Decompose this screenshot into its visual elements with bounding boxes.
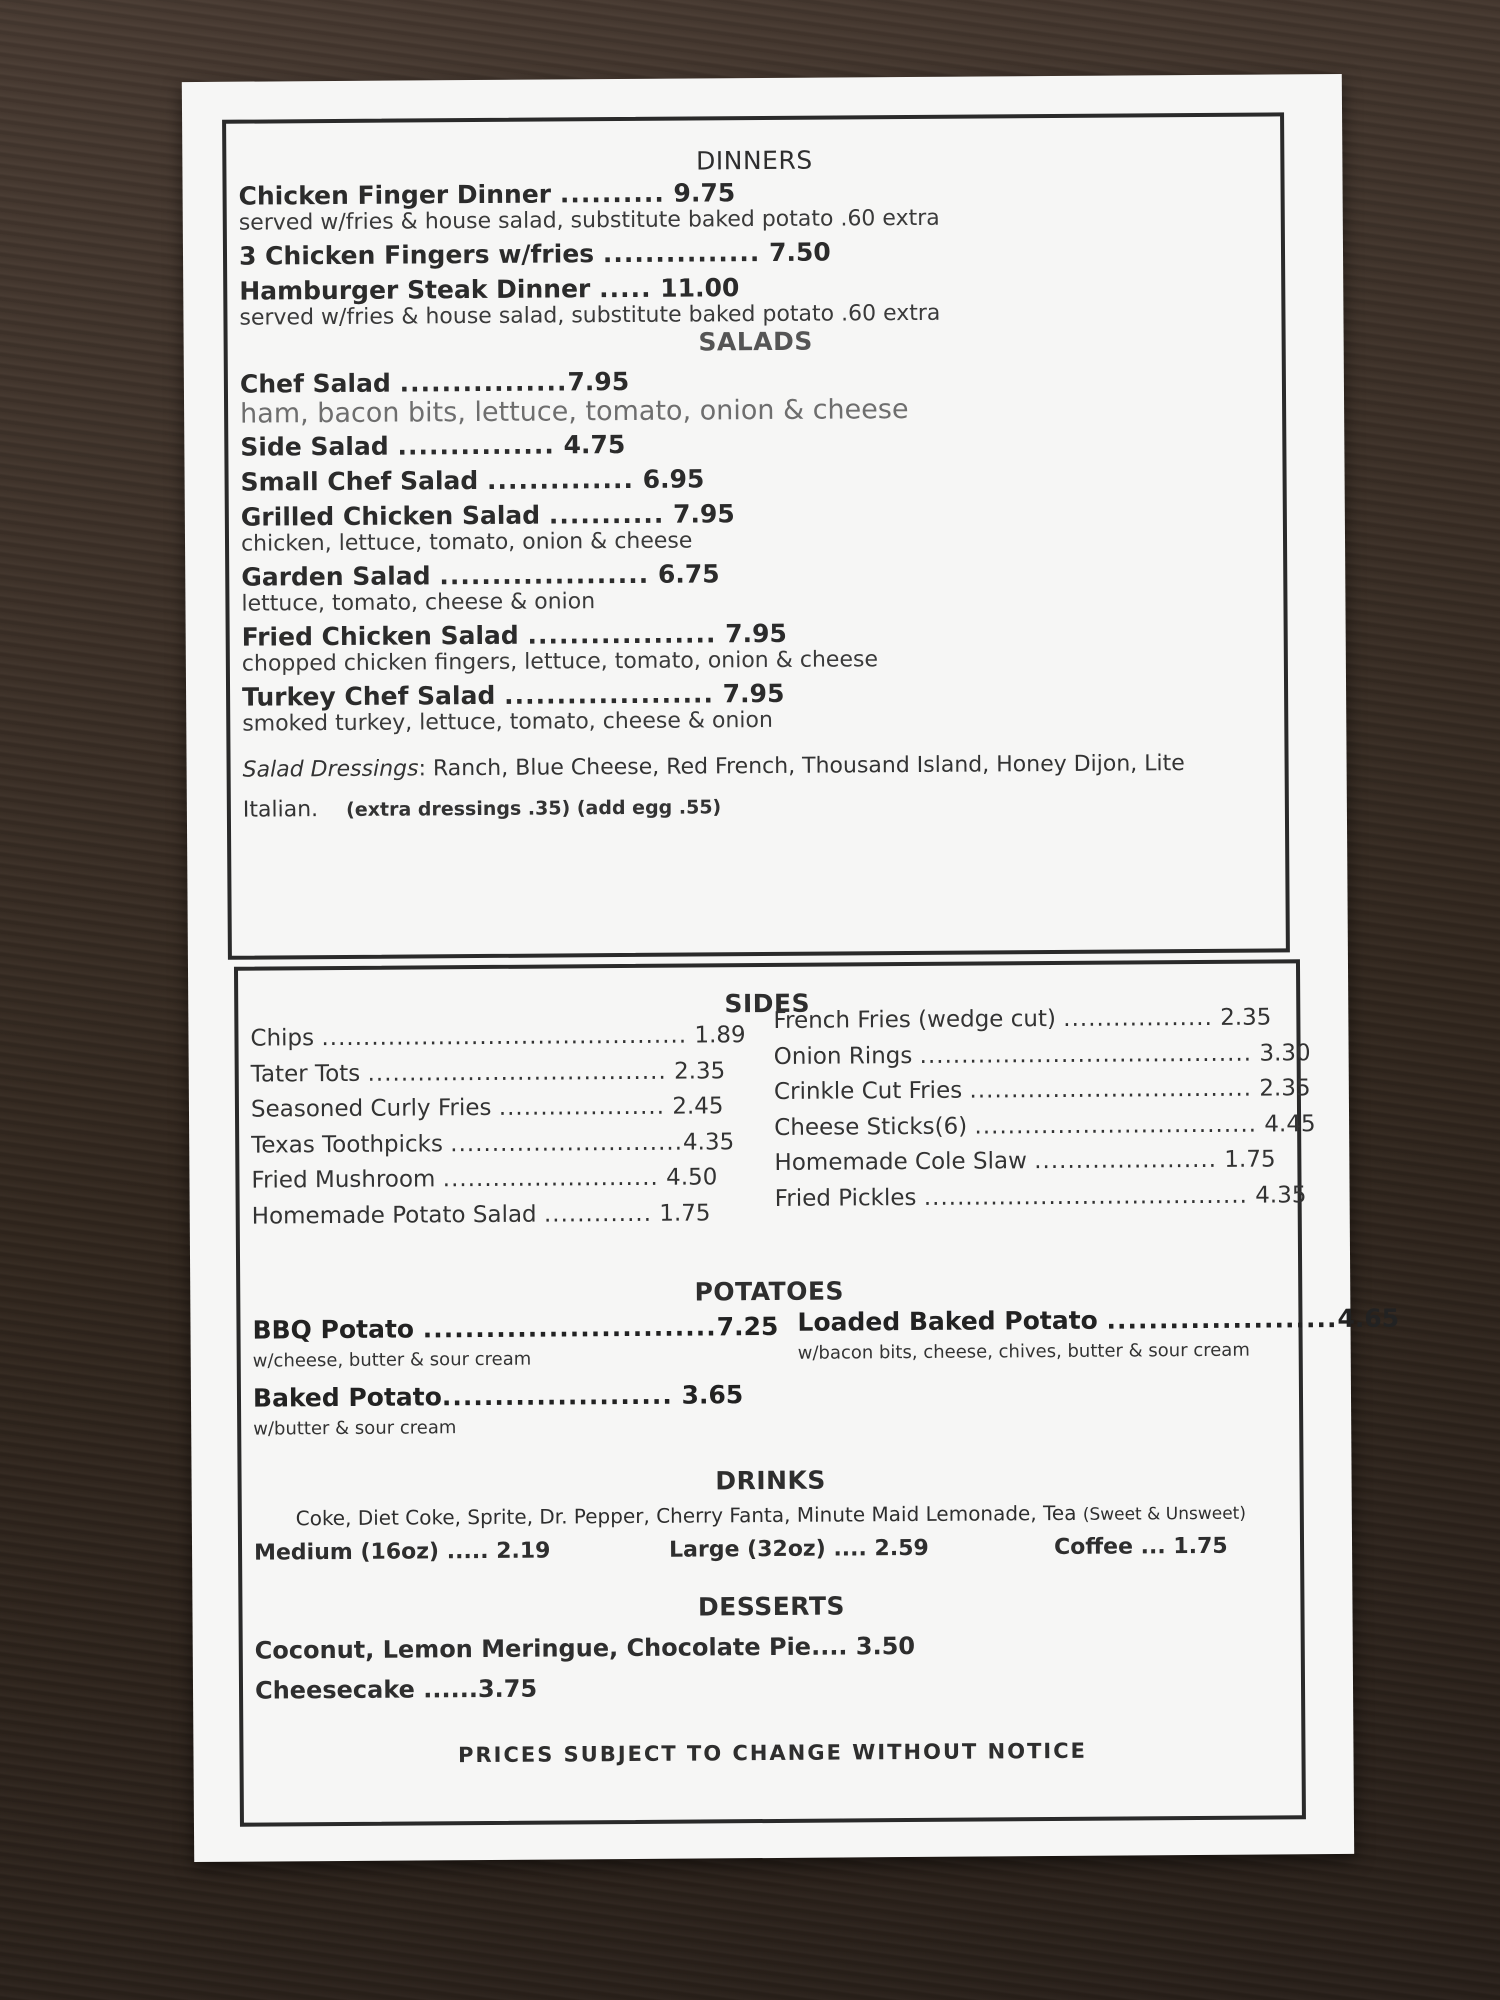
menu-item-side-salad: Side Salad ............... 4.75 [240, 429, 626, 462]
dessert-pies: Coconut, Lemon Meringue, Chocolate Pie.... 3.50 [254, 1631, 916, 1665]
menu-item-chef-salad: Chef Salad ................7.95 [239, 366, 630, 399]
side-item-seasoned-curly-fries: Seasoned Curly Fries .................... 2.45 [250, 1093, 724, 1123]
menu-item-grilled-chicken-salad: Grilled Chicken Salad ........... 7.95 [240, 499, 735, 532]
menu-item-hamburger-steak-dinner: Hamburger Steak Dinner ..... 11.00 [239, 273, 740, 306]
side-item-onion-rings: Onion Rings ........................................ 3.30 [773, 1039, 1311, 1070]
salads-heading: SALADS [698, 326, 813, 357]
side-item-chips: Chips ............................................ 1.89 [250, 1022, 746, 1052]
side-item-fried-pickles: Fried Pickles ....................................... 4.35 [774, 1181, 1307, 1212]
potato-item-bbq: BBQ Potato ............................7.25 [252, 1311, 779, 1345]
side-item-texas-toothpicks: Texas Toothpicks ............................4.35 [251, 1128, 735, 1159]
menu-item-chicken-finger-dinner: Chicken Finger Dinner .......... 9.75 [238, 178, 736, 211]
dessert-cheesecake: Cheesecake ......3.75 [254, 1674, 538, 1705]
menu-item-garden-salad: Garden Salad .................... 6.75 [241, 559, 720, 592]
sides-right-column [745, 1000, 1316, 1231]
item-description: ham, bacon bits, lettuce, tomato, onion & cheese [240, 394, 909, 430]
drink-prices [254, 1533, 1288, 1565]
side-item-french-fries: French Fries (wedge cut) .................. 2.35 [773, 1004, 1272, 1034]
sides-columns [250, 1004, 1316, 1234]
side-item-cheese-sticks: Cheese Sticks(6) .................................. 4.45 [774, 1110, 1316, 1141]
potato-item-baked: Baked Potato...................... 3.65 [252, 1380, 744, 1413]
drinks-heading: DRINKS [715, 1465, 826, 1496]
menu-item-3-chicken-fingers: 3 Chicken Fingers w/fries ............... 7.50 [238, 237, 831, 271]
potatoes-columns [252, 1303, 1400, 1440]
drink-coffee: Coffee ... 1.75 [1053, 1533, 1228, 1561]
item-description: w/butter & sour cream [253, 1417, 457, 1440]
item-description: lettuce, tomato, cheese & onion [241, 589, 596, 617]
side-item-crinkle-cut-fries: Crinkle Cut Fries .................................. 2.35 [773, 1075, 1311, 1105]
drink-large: Large (32oz) .... 2.59 [668, 1535, 929, 1563]
menu-paper [182, 74, 1400, 1862]
potato-item-loaded-baked: Loaded Baked Potato ......................4.65 [797, 1303, 1400, 1337]
side-item-fried-mushroom: Fried Mushroom .......................... 4.50 [251, 1164, 718, 1194]
item-description: w/bacon bits, cheese, chives, butter & sour cream [797, 1339, 1250, 1364]
salad-dressings: Salad Dressings: Ranch, Blue Cheese, Red French, Thousand Island, Honey Dijon, Lite Italian. (extra dressings .35) (add egg .55) [242, 751, 1185, 823]
menu-item-small-chef-salad: Small Chef Salad .............. 6.95 [240, 464, 705, 497]
dinners-salads-box [222, 112, 1290, 959]
sides-potatoes-drinks-box [234, 959, 1400, 1826]
item-description: chicken, lettuce, tomato, onion & cheese [240, 528, 693, 557]
sides-heading: SIDES [724, 988, 811, 1019]
potatoes-right-column [769, 1303, 1400, 1436]
item-description: chopped chicken fingers, lettuce, tomato, onion & cheese [241, 647, 879, 677]
item-description: smoked turkey, lettuce, tomato, cheese & onion [242, 707, 773, 737]
drinks-list: Coke, Diet Coke, Sprite, Dr. Pepper, Cherry Fanta, Minute Maid Lemonade, Tea (Sweet & Unsweet) [295, 1500, 1247, 1531]
dinners-heading: DINNERS [695, 145, 813, 176]
item-description: w/cheese, butter & sour cream [252, 1348, 532, 1372]
menu-item-fried-chicken-salad: Fried Chicken Salad .................. 7.95 [241, 618, 787, 652]
item-description: served w/fries & house salad, substitute baked potato .60 extra [238, 205, 940, 236]
drink-medium: Medium (16oz) ..... 2.19 [253, 1538, 551, 1566]
price-notice: PRICES SUBJECT TO CHANGE WITHOUT NOTICE [457, 1738, 1088, 1768]
potatoes-heading: POTATOES [694, 1276, 845, 1307]
menu-item-turkey-chef-salad: Turkey Chef Salad .................... 7.95 [241, 678, 785, 712]
item-description: served w/fries & house salad, substitute baked potato .60 extra [239, 300, 941, 331]
sides-left-column [250, 1018, 747, 1234]
side-item-cole-slaw: Homemade Cole Slaw ...................... 1.75 [774, 1146, 1276, 1176]
desserts-heading: DESSERTS [697, 1591, 846, 1622]
potatoes-left-column [252, 1311, 779, 1440]
side-item-potato-salad: Homemade Potato Salad ............. 1.75 [251, 1199, 711, 1230]
side-item-tater-tots: Tater Tots .................................... 2.35 [250, 1057, 726, 1088]
